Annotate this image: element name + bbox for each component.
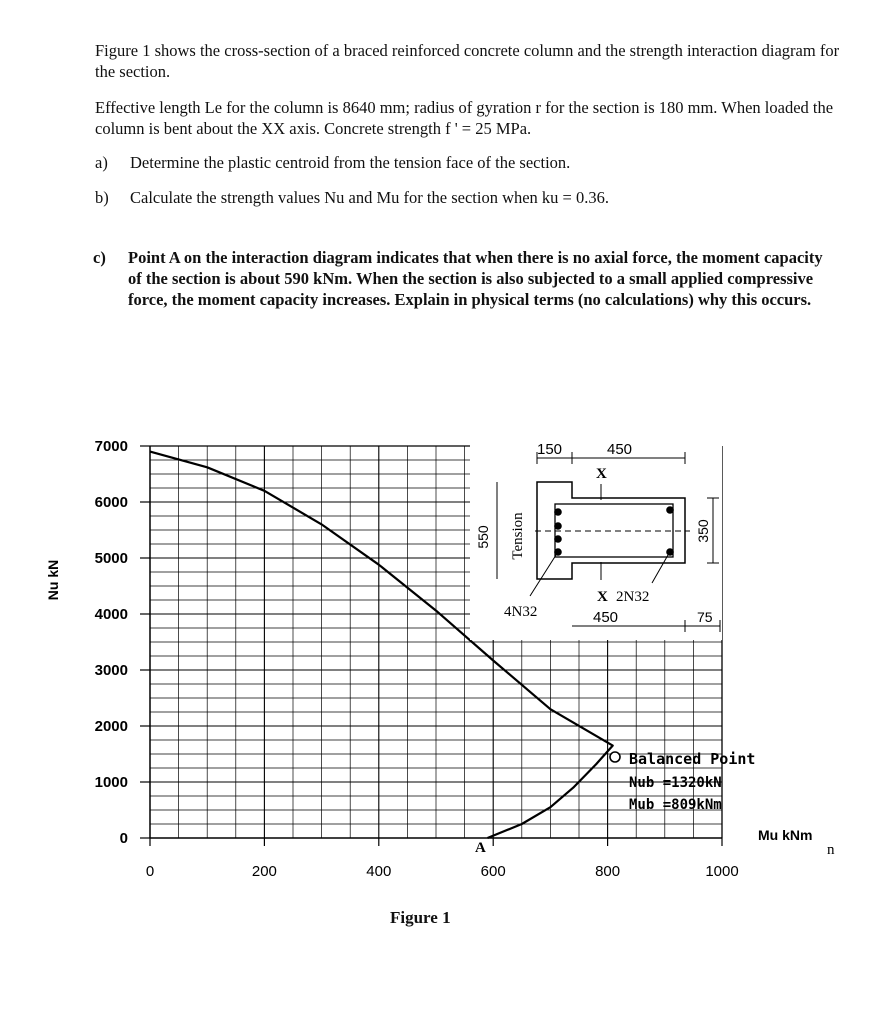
- y-tick-label: 4000: [94, 606, 128, 623]
- cross-section-inset: [470, 434, 722, 640]
- y-tick-label: 1000: [94, 774, 128, 791]
- dim-550-label: 550: [475, 525, 491, 549]
- y-tick-label: 5000: [94, 550, 128, 567]
- x-axis-label: Mu kNm: [758, 827, 813, 843]
- part-a-text: Determine the plastic centroid from the tension face of the section.: [130, 153, 571, 172]
- x-tick-label: 1000: [705, 863, 739, 880]
- y-axis-label: Nu kN: [45, 559, 61, 601]
- part-b-label: b): [95, 188, 109, 207]
- balanced-point-annotation: [610, 750, 755, 813]
- x-tick-label: 800: [595, 863, 621, 880]
- point-a-label: A: [475, 840, 486, 856]
- dim-450-bottom-label: 450: [593, 609, 619, 626]
- trailing-mark: n: [827, 842, 835, 858]
- balanced-point-title: Balanced Point: [629, 750, 756, 768]
- part-a: [95, 152, 840, 174]
- dim-450-top-label: 450: [607, 441, 633, 458]
- y-tick-label: 3000: [94, 662, 128, 679]
- y-tick-label: 6000: [94, 494, 128, 511]
- x-tick-label: 200: [251, 863, 277, 880]
- balanced-point-marker: [610, 752, 620, 762]
- y-tick-label: 2000: [94, 718, 128, 735]
- dim-350-label: 350: [695, 519, 711, 543]
- part-c-label: c): [93, 248, 106, 267]
- bar-tension-3: [554, 535, 562, 543]
- x-tick-label: 0: [145, 863, 155, 880]
- part-b: [95, 187, 840, 209]
- x-label-bottom: X: [597, 589, 608, 605]
- dim-75-label: 75: [697, 609, 713, 625]
- bar-compression-1: [666, 506, 674, 514]
- dim-150-label: 150: [537, 441, 563, 458]
- bar-compression-2: [666, 548, 674, 556]
- figure-caption: Figure 1: [390, 908, 451, 927]
- y-tick-label: 7000: [94, 438, 128, 455]
- bar-tension-2: [554, 522, 562, 530]
- intro-paragraph-2: Effective length Le for the column is 8640 mm; radius of gyration r for the section is 180 mm. When loaded the column is bent about the XX axis. Concrete strength f ' = 25 MPa.: [95, 98, 834, 138]
- bars-4n32-label: 4N32: [504, 604, 538, 620]
- x-tick-label: 600: [480, 863, 506, 880]
- bars-2n32-label: 2N32: [616, 589, 650, 605]
- x-tick-label: 400: [366, 863, 392, 880]
- part-c-text: Point A on the interaction diagram indicates that when there is no axial force, the moment capacity of the section is about 590 kNm. When the section is also subjected to a small applied compressive force, the moment capacity increases. Explain in physical terms (no calculations) why this occurs.: [128, 248, 823, 309]
- interaction-diagram: [0, 420, 876, 920]
- x-label-top: X: [596, 466, 607, 482]
- part-b-text: Calculate the strength values Nu and Mu for the section when ku = 0.36.: [130, 188, 609, 207]
- balanced-point-n: Nub =1320kN: [629, 775, 722, 791]
- part-a-label: a): [95, 153, 108, 172]
- y-tick-label: 0: [119, 830, 128, 847]
- balanced-point-m: Mub =809kNm: [629, 797, 722, 813]
- intro-paragraph-1: Figure 1 shows the cross-section of a braced reinforced concrete column and the strength interaction diagram for the section.: [95, 41, 840, 81]
- bar-tension-4: [554, 548, 562, 556]
- bar-tension-1: [554, 508, 562, 516]
- tension-label: Tension: [510, 512, 526, 560]
- part-c: [93, 247, 828, 339]
